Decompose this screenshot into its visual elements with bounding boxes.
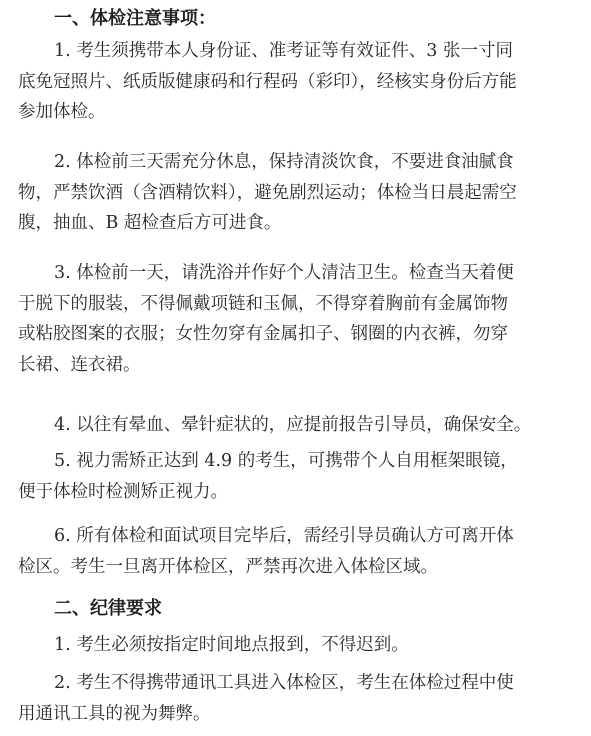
- notice-item-3: [18, 258, 578, 380]
- discipline-item-1: [18, 630, 578, 661]
- notice-line: 腹，抽血、B 超检查后方可进食。: [18, 213, 282, 234]
- discipline-line: 2. 考生不得携带通讯工具进入体检区，考生在体检过程中使: [54, 673, 514, 693]
- section-heading-discipline: 二、纪律要求: [54, 598, 162, 619]
- notice-line: 5. 视力需矫正达到 4.9 的考生，可携带个人自用框架眼镜，: [54, 451, 518, 471]
- notice-line: 或粘胶图案的衣服；女性勿穿有金属扣子、钢圈的内衣裤，勿穿: [18, 324, 508, 345]
- notice-line: 于脱下的服装，不得佩戴项链和玉佩，不得穿着胸前有金属饰物: [18, 293, 508, 314]
- notice-line: 3. 体检前一天，请洗浴并作好个人清洁卫生。检查当天着便: [54, 263, 514, 283]
- section-heading-health-check-notes: 一、体检注意事项：: [54, 8, 216, 29]
- notice-line: 长裙、连衣裙。: [18, 354, 141, 375]
- notice-line: 2. 体检前三天需充分休息，保持清淡饮食，不要进食油腻食: [54, 152, 514, 172]
- notice-item-5: [18, 446, 578, 507]
- notice-line: 检区。考生一旦离开体检区，严禁再次进入体检区域。: [18, 556, 438, 577]
- discipline-line: 1. 考生必须按指定时间地点报到，不得迟到。: [54, 635, 409, 655]
- notice-line: 底免冠照片、纸质版健康码和行程码（彩印），经核实身份后方能: [18, 71, 517, 92]
- notice-line: 1. 考生须携带本人身份证、准考证等有效证件、3 张一寸同: [54, 41, 513, 61]
- notice-line: 物，严禁饮酒（含酒精饮料），避免剧烈运动；体检当日晨起需空: [18, 182, 517, 203]
- notice-line: 6. 所有体检和面试项目完毕后，需经引导员确认方可离开体: [54, 526, 514, 546]
- discipline-item-2: [18, 668, 578, 729]
- notice-item-1: [18, 36, 578, 128]
- notice-item-4: [18, 410, 578, 441]
- notice-item-6: [18, 521, 578, 582]
- discipline-line: 用通讯工具的视为舞弊。: [18, 703, 211, 724]
- notice-line: 便于体检时检测矫正视力。: [18, 481, 228, 502]
- notice-item-2: [18, 147, 578, 239]
- notice-line: 4. 以往有晕血、晕针症状的，应提前报告引导员，确保安全。: [54, 415, 532, 435]
- notice-line: 参加体检。: [18, 102, 106, 123]
